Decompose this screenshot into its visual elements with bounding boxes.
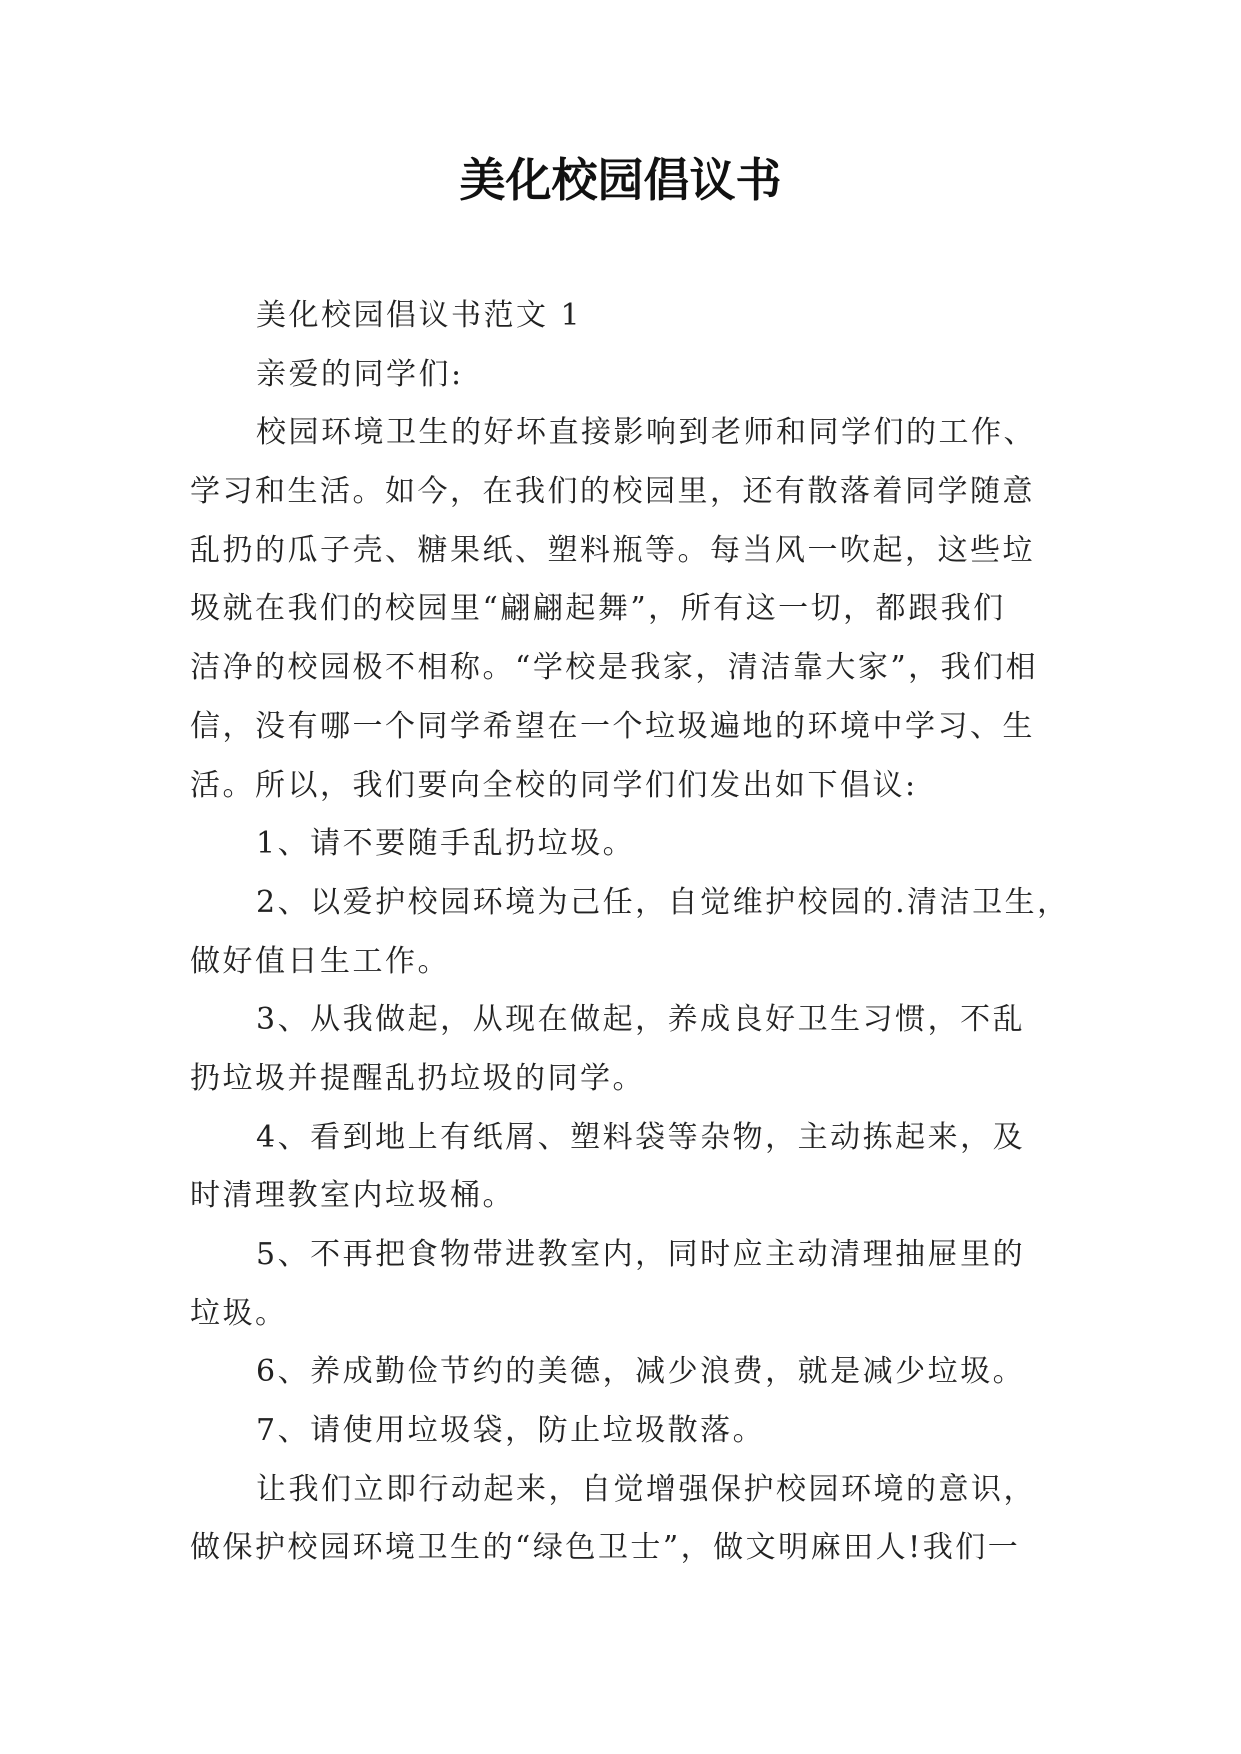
text-line: 亲爱的同学们: — [256, 356, 464, 392]
text-line: 做好值日生工作。 — [190, 943, 450, 979]
text-line: 5、不再把食物带进教室内，同时应主动清理抽屉里的 — [256, 1237, 1026, 1272]
text-line: 美化校园倡议书范文 1 — [256, 298, 583, 333]
text-line: 2、以爱护校园环境为己任，自觉维护校园的.清洁卫生， — [256, 884, 1070, 920]
document-body — [190, 287, 1070, 1578]
text-line: 6、养成勤俭节约的美德，减少浪费，就是减少垃圾。 — [256, 1354, 1026, 1390]
text-line: 信，没有哪一个同学希望在一个垃圾遍地的环境中学习、生 — [190, 708, 1035, 744]
text-line: 垃圾。 — [190, 1295, 288, 1331]
text-line: 1、请不要随手乱扔垃圾。 — [256, 826, 636, 862]
text-line: 校园环境卫生的好坏直接影响到老师和同学们的工作、 — [256, 415, 1036, 451]
document-title: 美化校园倡议书 — [459, 153, 782, 207]
text-line: 活。所以，我们要向全校的同学们们发出如下倡议: — [190, 767, 918, 803]
text-line: 学习和生活。如今，在我们的校园里，还有散落着同学随意 — [190, 474, 1035, 510]
text-line: 做保护校园环境卫生的“绿色卫士”，做文明麻田人!我们一 — [190, 1530, 1021, 1566]
text-line: 7、请使用垃圾袋，防止垃圾散落。 — [256, 1413, 766, 1449]
text-line: 洁净的校园极不相称。“学校是我家，清洁靠大家”，我们相 — [190, 650, 1039, 686]
text-line: 圾就在我们的校园里“翩翩起舞”，所有这一切，都跟我们 — [190, 591, 1006, 627]
text-line: 3、从我做起，从现在做起，养成良好卫生习惯，不乱 — [256, 1002, 1026, 1038]
text-line: 让我们立即行动起来，自觉增强保护校园环境的意识， — [256, 1471, 1036, 1507]
text-line: 乱扔的瓜子壳、糖果纸、塑料瓶等。每当风一吹起，这些垃 — [190, 532, 1035, 568]
text-line: 扔垃圾并提醒乱扔垃圾的同学。 — [190, 1060, 645, 1096]
text-line: 4、看到地上有纸屑、塑料袋等杂物，主动拣起来，及 — [256, 1119, 1026, 1155]
text-line: 时清理教室内垃圾桶。 — [190, 1178, 515, 1214]
